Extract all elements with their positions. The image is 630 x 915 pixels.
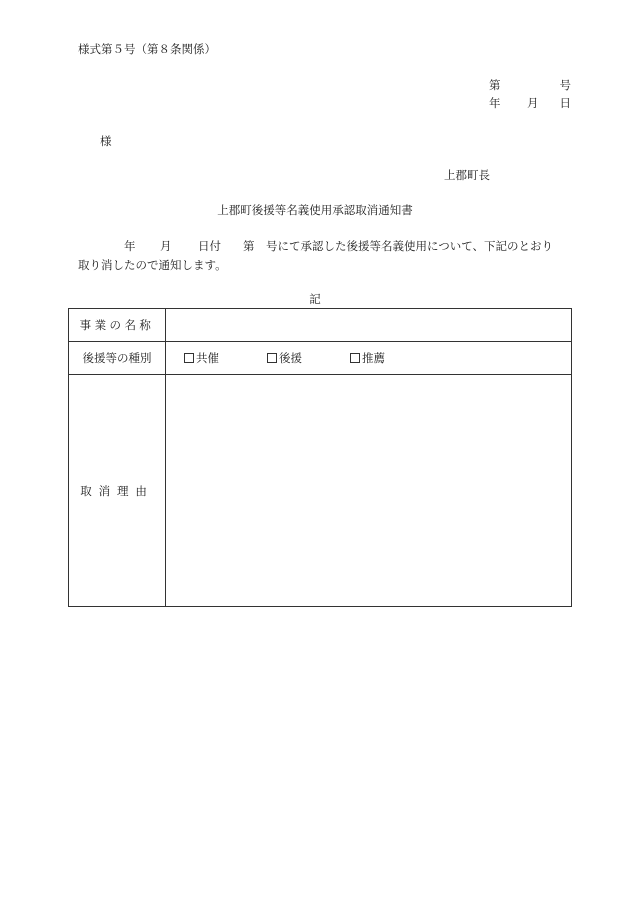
- event-name-cell: [166, 309, 572, 342]
- document-number: [489, 80, 571, 92]
- event-name-label: 事業の名称: [69, 309, 166, 342]
- body-year: 年: [124, 239, 136, 253]
- addressee: 様: [100, 134, 112, 148]
- form-number: 様式第５号（第８条関係）: [78, 42, 216, 56]
- details-table: [68, 308, 572, 607]
- date-day: 日: [559, 96, 571, 110]
- date-month: 月: [527, 96, 539, 110]
- body-dai: 第: [243, 239, 255, 253]
- checkbox-icon: [267, 353, 277, 363]
- body-month: 月: [160, 239, 172, 253]
- date-year: 年: [489, 96, 501, 110]
- doc-no-prefix: 第: [489, 78, 501, 92]
- cancel-reason-cell: [166, 375, 572, 607]
- option-suisen: [350, 350, 433, 366]
- support-type-cell: [166, 342, 572, 375]
- table-row: [69, 375, 572, 607]
- body-line-2: 取り消したので通知します。: [78, 258, 227, 272]
- option-label: 推薦: [362, 351, 385, 365]
- option-label: 後援: [279, 351, 302, 365]
- support-type-label: 後援等の種別: [69, 342, 166, 375]
- body-day: 日付: [198, 239, 221, 253]
- option-koen: [267, 350, 350, 366]
- checkbox-icon: [184, 353, 194, 363]
- body-rest: 号にて承認した後援等名義使用について、下記のとおり: [266, 239, 554, 253]
- table-row: [69, 309, 572, 342]
- checkbox-icon: [350, 353, 360, 363]
- option-label: 共催: [196, 351, 219, 365]
- option-kyosai: [184, 350, 267, 366]
- table-row: [69, 342, 572, 375]
- cancel-reason-label: 取消理由: [69, 375, 166, 607]
- document-title: 上郡町後援等名義使用承認取消通知書: [217, 203, 413, 217]
- sender-name: 上郡町長: [444, 168, 490, 182]
- doc-no-suffix: 号: [559, 78, 571, 92]
- ki-heading: 記: [309, 292, 321, 306]
